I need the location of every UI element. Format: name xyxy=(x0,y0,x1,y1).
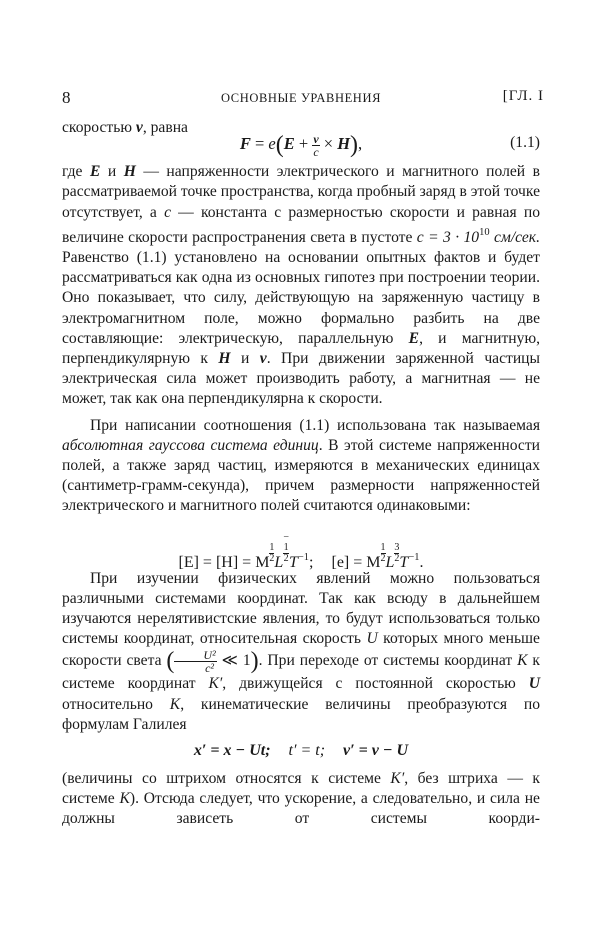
paragraph-3: При изучении физических явлений можно пользоваться различными системами координат. Так как всюду в дальнейшем изучаются нерелятивистские явления, то будут использоваться только системы координат, относительная скорость U которых много меньше скорости света ( $\frac{\text{U²}}{\text{c²}}$ ≪ 1). При переходе от системы координат K к системе координат K′, движущейся с постоянной скоростью U относительно K, кинематические величины преобразуются по формулам Галилея xyxy=(62,569,541,733)
page-header xyxy=(62,88,544,112)
vector-v: v xyxy=(135,119,143,136)
lorentz-force-formula: F = e(E + $\frac{v}{c}$ × H), xyxy=(239,131,363,159)
intro-line: скоростью v, равна xyxy=(62,119,188,136)
equation-number: (1.1) xyxy=(510,134,540,152)
book-page xyxy=(62,88,544,830)
paragraph-1: где E и H — напряженности электрического и магнитного полей в рассматриваемой точке пространства, когда пробный заряд в этой точке отсутствует, а c — константа с размерностью скорости и равная по величине скорости распространения света в пустоте $c = 3 \cdot 10^{10}$ см/сек. Равенство (1.1) установлено на основании опытных фактов и будет рассматриваться как одна из основных гипотез при построении теории. Оно показывает, что силу, действующую на заряженную частицу в электромагнитном поле, можно формально разбить на две составляющие: электрическую, параллельную E, и магнитную, перпендикулярную к H и v. При движении заряженной частицы электрическая сила может производить работу, а магнитная — не может, так как она перпендикулярна к скорости. xyxy=(62,163,541,408)
fraction-u2-over-c2: $\frac{\text{U²}}{\text{c²}}$ xyxy=(174,649,216,674)
paragraph-4: (величины со штрихом относятся к системе K′, без штриха — к системе K). Отсюда следует, что ускорение, а следовательно, и сила не должны зависеть от системы коорди- xyxy=(62,770,540,828)
page-number: 8 xyxy=(62,88,71,107)
galileo-transformation xyxy=(62,735,540,769)
fraction-v-over-c: $\frac{v}{c}$ xyxy=(313,131,319,159)
equation-1-1 xyxy=(62,124,540,162)
dimensions-formula: [E] = [H] = M $\frac{1}{2}$ L − 1 2 $T^{-1}$; [e] = M $\frac{1}{2}$ L $\frac{3}{2}$ $T^{-1}$. xyxy=(178,531,424,571)
term-gaussian-system: абсолютная гауссова система единиц xyxy=(62,436,319,454)
galileo-v: v′ = v − U xyxy=(343,742,409,760)
chapter-label: [ГЛ. I xyxy=(502,88,544,104)
running-title: ОСНОВНЫЕ УРАВНЕНИЯ xyxy=(220,91,382,105)
paragraph-2: При написании соотношения (1.1) использована так называемая абсолютная гауссова система единиц. В этой системе напряженности полей, а также заряд частиц, измеряются в механических единицах (сантиметр-грамм-секунда), причем размерности напряженностей электрического и магнитного полей считаются одинаковыми: xyxy=(62,416,540,515)
galileo-t: t′ = t; xyxy=(288,742,326,760)
galileo-x: x′ = x − Ut; xyxy=(193,742,271,760)
